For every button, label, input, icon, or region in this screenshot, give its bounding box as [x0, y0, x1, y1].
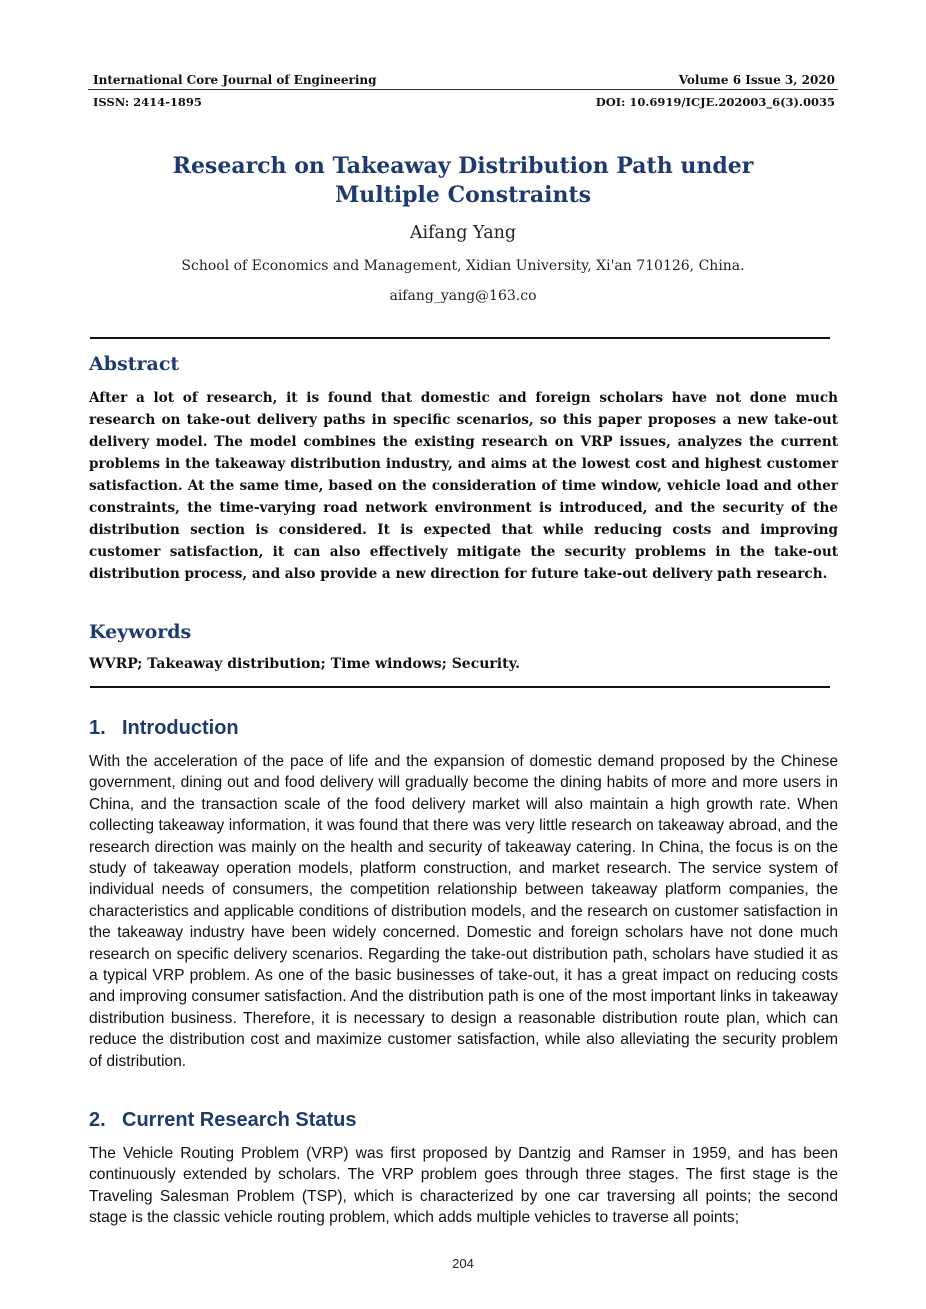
introduction-paragraph: With the acceleration of the pace of life and the expansion of domestic demand proposed by the Chinese government, dining out and food delivery will gradually become the dining habits of more and more users in China, and the transaction scale of the food delivery market will also maintain a high growth rate. When collecting takeaway information, it was found that there was very little research on takeaway abroad, and the research direction was mainly on the health and security of takeaway catering. In China, the focus is on the study of takeaway operation models, platform construction, and market research. The service system of individual needs of consumers, the competition relationship between takeaway platform companies, the characteristics and applicable conditions of distribution models, and the research on customer satisfaction in the takeaway industry have been widely concerned. Domestic and foreign scholars have not done much research on specific delivery scenarios. Regarding the take-out distribution path, scholars have studied it as a typical VRP problem. As one of the basic businesses of take-out, it has a great impact on reducing costs and improving consumer satisfaction. And the distribution path is one of the most important links in takeaway distribution business. Therefore, it is necessary to design a reasonable distribution route plan, which can reduce the distribution cost and maximize customer satisfaction, while also alleviating the security problem of distribution. [89, 753, 838, 1070]
section-heading-introduction [89, 717, 239, 740]
issn: ISSN: 2414-1895 [93, 95, 202, 109]
running-subheader [93, 95, 835, 109]
paper-title: Research on Takeaway Distribution Path under Multiple Constraints [172, 153, 754, 208]
section-number: 2. [89, 1109, 106, 1131]
section-title: Introduction [122, 717, 239, 739]
section-title: Current Research Status [122, 1109, 357, 1131]
journal-name: International Core Journal of Engineering [93, 73, 377, 87]
doi: DOI: 10.6919/ICJE.202003_6(3).0035 [595, 95, 835, 109]
keywords-text: WVRP; Takeaway distribution; Time windows; Security. [89, 656, 520, 672]
author-name: Aifang Yang [409, 223, 517, 243]
running-header [93, 73, 835, 87]
section-number: 1. [89, 717, 106, 739]
keywords-heading: Keywords [89, 621, 192, 643]
keywords-bottom-rule [90, 686, 830, 688]
abstract-top-rule [90, 337, 830, 339]
volume-issue: Volume 6 Issue 3, 2020 [678, 73, 835, 87]
abstract-text: After a lot of research, it is found that domestic and foreign scholars have not done much research on take-out delivery paths in specific scenarios, so this paper proposes a new take-out delivery model. The model combines the existing research on VRP issues, analyzes the current problems in the takeaway distribution industry, and aims at the lowest cost and highest customer satisfaction. At the same time, based on the consideration of time window, vehicle load and other constraints, the time-varying road network environment is introduced, and the security of the distribution section is considered. It is expected that while reducing costs and improving customer satisfaction, it can also effectively mitigate the security problems in the take-out distribution process, and also provide a new direction for future take-out delivery path research. [89, 390, 838, 582]
abstract-heading: Abstract [89, 353, 180, 375]
header-divider [88, 89, 838, 90]
author-affiliation: School of Economics and Management, Xidian University, Xi'an 710126, China. [181, 258, 745, 274]
author-email: aifang_yang@163.co [389, 288, 537, 304]
research-status-paragraph: The Vehicle Routing Problem (VRP) was first proposed by Dantzig and Ramser in 1959, and has been continuously extended by scholars. The VRP problem goes through three stages. The first stage is the Traveling Salesman Problem (TSP), which is characterized by one car traversing all points; the second stage is the classic vehicle routing problem, which adds multiple vehicles to traverse all points; [89, 1145, 838, 1227]
section-heading-research-status [89, 1109, 357, 1132]
page-number: 204 [452, 1256, 474, 1271]
